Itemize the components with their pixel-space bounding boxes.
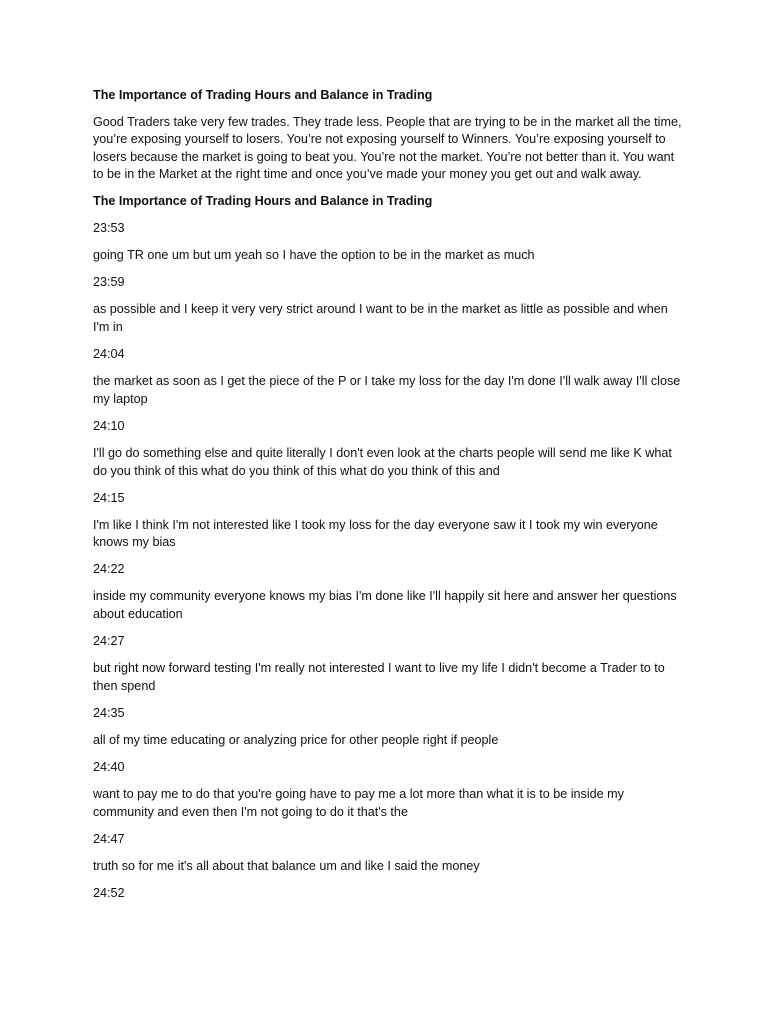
timestamp: 24:10 [93,418,125,433]
timestamp: 24:04 [93,347,125,362]
section-heading: The Importance of Trading Hours and Balance in Trading [93,194,433,209]
transcript-line: as possible and I keep it very very strict around I want to be in the market as little as possible and when I'm in [93,302,668,334]
transcript-line: want to pay me to do that you're going have to pay me a lot more than what it is to be inside my community and even then I'm not going to do it that's the [93,787,624,819]
timestamp: 24:35 [93,705,125,720]
timestamp: 24:40 [93,760,125,775]
transcript-line: truth so for me it's all about that balance um and like I said the money [93,859,480,873]
transcript-line: inside my community everyone knows my bias I'm done like I'll happily sit here and answer her questions about education [93,589,677,622]
timestamp: 23:53 [93,221,125,236]
timestamp: 23:59 [93,275,125,290]
timestamp: 24:47 [93,831,125,846]
timestamp: 24:15 [93,490,125,505]
transcript-line: all of my time educating or analyzing price for other people right if people [93,733,499,748]
transcript-line: but right now forward testing I'm really not interested I want to live my life I didn't become a Trader to to then spend [93,661,665,693]
transcript-line: the market as soon as I get the piece of the P or I take my loss for the day I'm done I'll walk away I'll close my laptop [93,374,681,406]
document-heading: The Importance of Trading Hours and Balance in Trading [93,88,433,102]
transcript [93,220,683,903]
transcript-line: going TR one um but um yeah so I have the option to be in the market as much [93,248,535,263]
document-page [93,87,683,912]
intro-paragraph: Good Traders take very few trades. They trade less. People that are trying to be in the market all the time, you’re exposing yourself to losers. You’re not exposing yourself to Winners. You’re exposing yourself to losers because the market is going to beat you. You’re not the market. You’re not better than it. You want to be in the Market at the right time and once you’ve made your money you get out and walk away. [93,114,682,182]
timestamp: 24:52 [93,886,125,901]
timestamp: 24:22 [93,562,125,577]
timestamp: 24:27 [93,634,125,649]
transcript-line: I'm like I think I'm not interested like I took my loss for the day everyone saw it I took my win everyone knows my bias [93,517,658,550]
transcript-line: I'll go do something else and quite literally I don't even look at the charts people will send me like K what do you think of this what do you think of this what do you think of this and [93,445,672,478]
